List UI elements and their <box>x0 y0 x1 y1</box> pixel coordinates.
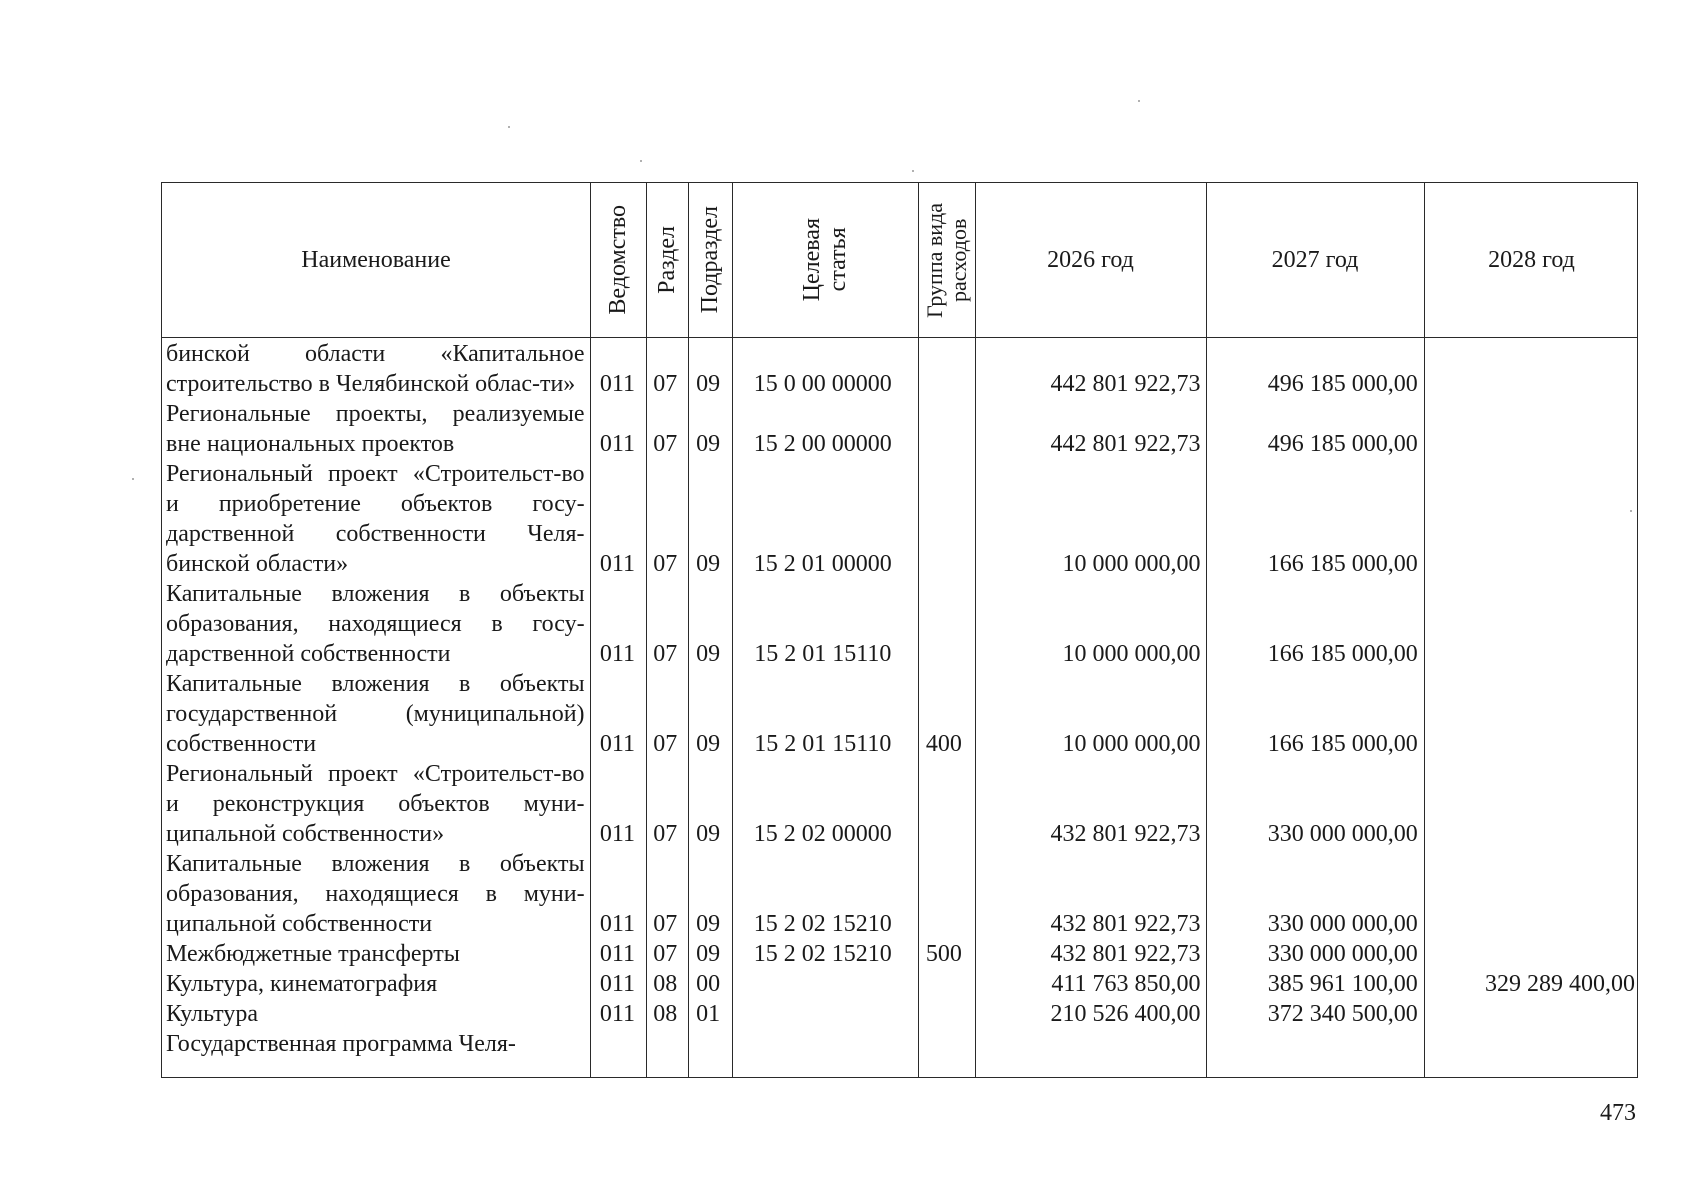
header-podrazdel <box>688 183 732 337</box>
row-vedomstvo: 011 <box>599 971 636 997</box>
row-name: Межбюджетные трансферты <box>166 941 460 967</box>
row-vedomstvo: 011 <box>599 821 636 847</box>
row-year-2026: 432 801 922,73 <box>1050 941 1201 967</box>
row-name: бинской области «Капитальное строительство в Челябинской облас-ти» <box>166 341 585 397</box>
row-year-2027: 496 185 000,00 <box>1267 371 1418 397</box>
scan-speck <box>640 160 642 162</box>
header-gruppa <box>918 183 975 337</box>
row-tselevaya: 15 2 02 15210 <box>753 941 892 967</box>
row-year-2027: 330 000 000,00 <box>1267 941 1418 967</box>
row-gruppa: 500 <box>925 941 962 967</box>
row-year-2026: 10 000 000,00 <box>1062 551 1201 577</box>
row-podrazdel: 09 <box>696 911 721 937</box>
row-name: Капитальные вложения в объекты образования, находящиеся в госу-дарственной собственности <box>166 581 585 667</box>
row-year-2026: 442 801 922,73 <box>1050 431 1201 457</box>
row-name: Региональные проекты, реализуемые вне национальных проектов <box>166 401 585 457</box>
row-vedomstvo: 011 <box>599 641 636 667</box>
table-row <box>162 849 1637 939</box>
header-divider <box>162 337 1637 338</box>
scan-speck <box>912 170 914 172</box>
row-vedomstvo: 011 <box>599 911 636 937</box>
page-number: 473 <box>1600 1100 1636 1126</box>
row-year-2026: 10 000 000,00 <box>1062 731 1201 757</box>
row-podrazdel: 09 <box>696 431 721 457</box>
row-podrazdel: 09 <box>696 731 721 757</box>
header-year-2027 <box>1206 183 1424 337</box>
row-tselevaya: 15 2 00 00000 <box>753 431 892 457</box>
row-razdel: 07 <box>653 941 678 967</box>
row-name: Государственная программа Челя- <box>166 1031 516 1057</box>
header-gruppa-line1: Группа вида <box>921 202 947 318</box>
row-podrazdel: 00 <box>696 971 721 997</box>
row-podrazdel: 09 <box>696 371 721 397</box>
scan-speck <box>132 478 134 480</box>
row-razdel: 08 <box>653 1001 678 1027</box>
row-razdel: 07 <box>653 911 678 937</box>
header-year-2028 <box>1424 183 1639 337</box>
table-row <box>162 969 1637 999</box>
header-year-2028-label: 2028 год <box>1488 247 1575 273</box>
row-year-2026: 442 801 922,73 <box>1050 371 1201 397</box>
row-podrazdel: 09 <box>696 941 721 967</box>
header-year-2026 <box>975 183 1206 337</box>
row-year-2028: 329 289 400,00 <box>1485 971 1635 997</box>
table-row <box>162 459 1637 579</box>
header-tselevaya-line1: Целевая <box>799 218 825 302</box>
row-name: Региональный проект «Строительст-во и реконструкция объектов муни-ципальной собственности» <box>166 761 585 847</box>
row-razdel: 07 <box>653 551 678 577</box>
table-row <box>162 999 1637 1029</box>
header-name <box>162 183 590 337</box>
row-year-2027: 166 185 000,00 <box>1267 641 1418 667</box>
header-razdel <box>646 183 688 337</box>
header-podrazdel-label: Подраздел <box>697 206 723 314</box>
header-tselevaya-line2: статья <box>825 228 851 292</box>
row-tselevaya: 15 2 01 15110 <box>754 641 892 667</box>
row-year-2027: 166 185 000,00 <box>1267 731 1418 757</box>
row-gruppa: 400 <box>925 731 962 757</box>
header-year-2026-label: 2026 год <box>1047 247 1134 273</box>
header-vedomstvo <box>590 183 646 337</box>
row-tselevaya: 15 2 01 15110 <box>754 731 892 757</box>
row-razdel: 08 <box>653 971 678 997</box>
row-tselevaya: 15 2 02 15210 <box>753 911 892 937</box>
table-row <box>162 1029 1637 1059</box>
row-vedomstvo: 011 <box>599 371 636 397</box>
row-year-2027: 496 185 000,00 <box>1267 431 1418 457</box>
row-podrazdel: 09 <box>696 551 721 577</box>
row-year-2026: 432 801 922,73 <box>1050 911 1201 937</box>
row-podrazdel: 01 <box>696 1001 721 1027</box>
table-row <box>162 669 1637 759</box>
row-year-2027: 330 000 000,00 <box>1267 821 1418 847</box>
row-podrazdel: 09 <box>696 641 721 667</box>
table-row <box>162 939 1637 969</box>
table-body <box>162 339 1637 1059</box>
row-razdel: 07 <box>653 641 678 667</box>
row-razdel: 07 <box>653 371 678 397</box>
row-year-2026: 210 526 400,00 <box>1050 1001 1201 1027</box>
row-name: Культура <box>166 1001 258 1027</box>
row-year-2026: 432 801 922,73 <box>1050 821 1201 847</box>
row-razdel: 07 <box>653 431 678 457</box>
row-podrazdel: 09 <box>696 821 721 847</box>
header-gruppa-line2: расходов <box>945 218 971 302</box>
header-tselevaya <box>732 183 918 337</box>
row-name: Культура, кинематография <box>166 971 438 997</box>
table-row <box>162 399 1637 459</box>
row-tselevaya: 15 2 01 00000 <box>753 551 892 577</box>
table-row <box>162 339 1637 399</box>
header-razdel-label: Раздел <box>654 226 680 294</box>
scan-speck <box>508 126 510 128</box>
row-razdel: 07 <box>653 731 678 757</box>
row-name: Региональный проект «Строительст-во и приобретение объектов госу-дарственной собственности Челя-бинской области» <box>166 461 585 577</box>
header-vedomstvo-label: Ведомство <box>605 205 631 315</box>
row-razdel: 07 <box>653 821 678 847</box>
table-row <box>162 759 1637 849</box>
row-tselevaya: 15 0 00 00000 <box>753 371 892 397</box>
scan-speck <box>1138 100 1140 102</box>
row-year-2027: 330 000 000,00 <box>1267 911 1418 937</box>
row-year-2027: 166 185 000,00 <box>1267 551 1418 577</box>
row-vedomstvo: 011 <box>599 731 636 757</box>
row-year-2026: 411 763 850,00 <box>1051 971 1201 997</box>
row-vedomstvo: 011 <box>599 1001 636 1027</box>
row-vedomstvo: 011 <box>599 551 636 577</box>
row-vedomstvo: 011 <box>599 941 636 967</box>
row-tselevaya: 15 2 02 00000 <box>753 821 892 847</box>
table-row <box>162 579 1637 669</box>
header-name-label: Наименование <box>301 247 451 273</box>
row-year-2027: 372 340 500,00 <box>1267 1001 1418 1027</box>
row-name: Капитальные вложения в объекты государственной (муниципальной) собственности <box>166 671 585 757</box>
row-vedomstvo: 011 <box>599 431 636 457</box>
budget-table <box>161 182 1638 1078</box>
header-year-2027-label: 2027 год <box>1271 247 1359 273</box>
scan-speck <box>1630 510 1632 512</box>
row-year-2027: 385 961 100,00 <box>1267 971 1418 997</box>
row-name: Капитальные вложения в объекты образования, находящиеся в муни-ципальной собственности <box>166 851 585 937</box>
row-year-2026: 10 000 000,00 <box>1062 641 1201 667</box>
